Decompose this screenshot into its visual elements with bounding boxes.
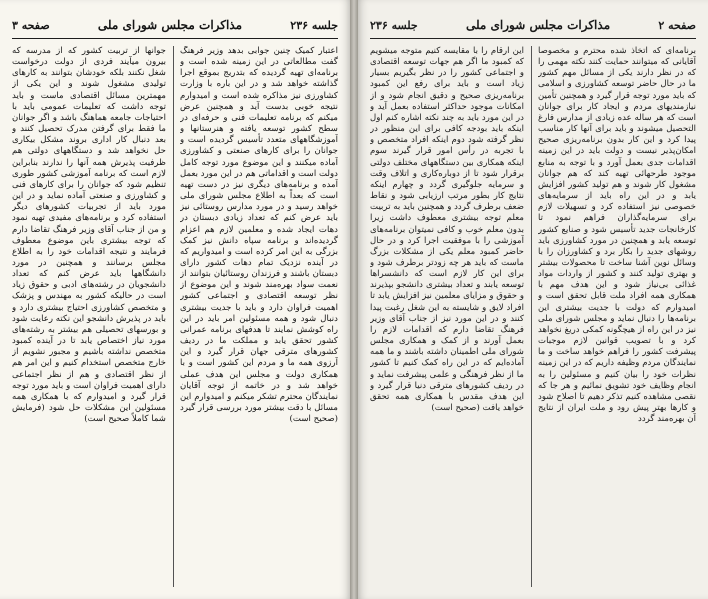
book-gutter	[350, 0, 358, 599]
left-page-column-divider	[173, 46, 174, 587]
left-page-title: مذاکرات مجلس شورای ملی	[97, 18, 243, 32]
left-page-column-right	[180, 46, 338, 589]
left-page-column-left	[12, 46, 166, 589]
right-page-title: مذاکرات مجلس شورای ملی	[465, 18, 611, 32]
right-page-number: صفحه ۲	[658, 18, 696, 32]
right-header-rule	[370, 38, 696, 39]
right-page-session: جلسه ۲۳۶	[370, 18, 418, 32]
right-page-column-right	[538, 46, 696, 589]
left-page-session: جلسه ۲۳۶	[290, 18, 338, 32]
right-page-column-left	[370, 46, 524, 589]
left-page	[0, 0, 350, 599]
left-header-rule	[12, 38, 338, 39]
left-page-column-right-text: اعتبار کمیک چنین جوابی بدهد وزیر فرهنگ گفت مطالعاتی در این زمینه شده است و برنامه‌ای تهیه گردیده که بتدریج بموقع اجرا گذاشته خواهد شد و در این باره با وزارت کشاورزی نیز مذاکره شده است و امیدوارم نتیجه خوبی بدست آید و همچنین عرض میکنم که برنامه تعلیمات فنی و حرفه‌ای در سطح کشور توسعه یافته و هنرستانها و آموزشگاههای متعدد تأسیس گردیده است و جوانان را برای کارهای صنعتی و کشاورزی آماده میکنند و این موضوع مورد توجه کامل دولت است و اقداماتی هم در این مورد بعمل آمده و برنامه‌های دیگری نیز در دست تهیه است که بعداً به اطلاع مجلس شورای ملی خواهد رسید و در مورد مدارس روستائی نیز باید عرض کنم که تعداد زیادی دبستان در دهات ایجاد شده و معلمین لازم هم اعزام گردیده‌اند و برنامه سپاه دانش نیز کمک بزرگی به این امر کرده است و امیدواریم که در آینده نزدیک تمام دهات کشور دارای دبستان باشند و فرزندان روستائیان بتوانند از نعمت سواد بهره‌مند شوند و این موضوع از نظر توسعه اقتصادی و اجتماعی کشور اهمیت فراوان دارد و باید با جدیت بیشتری دنبال شود و همه مسئولین امر باید در این راه کوشش نمایند تا هدفهای برنامه عمرانی کشور تحقق یابد و مملکت ما در ردیف کشورهای مترقی جهان قرار گیرد و این آرزوی همه ما و مردم این کشور است و با همکاری دولت و مجلس این هدف عملی خواهد شد و در خاتمه از توجه آقایان نمایندگان محترم تشکر میکنم و امیدوارم این مسائل با دقت بیشتر مورد بررسی قرار گیرد (صحیح است)	[180, 46, 338, 425]
right-page	[358, 0, 708, 599]
left-page-header	[12, 14, 338, 36]
left-page-number: صفحه ۳	[12, 18, 50, 32]
right-page-column-left-text: این ارقام را با مقایسه کنیم متوجه میشویم که کمبود ما اگر هم جهات توسعه اقتصادی و اجتماعی کشور را در نظر بگیریم بسیار زیاد است و باید برای رفع این کمبود برنامه‌ریزی صحیح و دقیق انجام شود و از امکانات موجود حداکثر استفاده بعمل آید و در این مورد باید به چند نکته اشاره کنم اول اینکه باید بودجه کافی برای این منظور در نظر گرفته شود دوم اینکه افراد متخصص و با تجربه در رأس امور قرار گیرند سوم اینکه همکاری بین دستگاههای مختلف دولتی برقرار شود تا از دوباره‌کاری و اتلاف وقت و سرمایه جلوگیری گردد و چهارم اینکه نتایج کار بطور مرتب ارزیابی شود و نقاط ضعف برطرف گردد و همچنین باید به تربیت معلم توجه بیشتری معطوف داشت زیرا بدون معلم خوب و کافی نمیتوان برنامه‌های آموزشی را با موفقیت اجرا کرد و در حال حاضر کمبود معلم یکی از مشکلات بزرگ ماست که باید هر چه زودتر برطرف شود و برای این کار لازم است که دانشسراها توسعه یابند و تعداد بیشتری دانشجو بپذیرند و حقوق و مزایای معلمین نیز افزایش یابد تا افراد لایق و شایسته به این شغل رغبت پیدا کنند و در این مورد نیز از جناب آقای وزیر فرهنگ تقاضا دارم که اقدامات لازم را بعمل آورند و از کمک و همکاری مجلس شورای ملی اطمینان داشته باشند و ما همه آماده‌ایم که در این راه کمک کنیم تا کشور ما از نظر فرهنگی و علمی پیشرفت نماید و در ردیف کشورهای مترقی دنیا قرار گیرد و این هدف مقدس با همکاری همه تحقق خواهد یافت (صحیح است)	[370, 46, 524, 413]
right-page-column-divider	[531, 46, 532, 587]
right-page-column-right-text: برنامه‌ای که اتخاذ شده محترم و مخصوصاً آقایانی که میتوانند حمایت کنند نکته مهمی را که در نظر دارند یکی از مسائل مهم کشور ما در حال حاضر توسعه کشاورزی و اسلامی که باید مورد توجه قرار گیرد و همچنین تأمین نیازمندیهای مردم و ایجاد کار برای جوانان است که هر ساله عده زیادی از مدارس فارغ التحصیل میشوند و باید برای آنها کار مناسب پیدا کرد و این کار بدون برنامه‌ریزی صحیح امکان‌پذیر نیست و دولت باید در این زمینه اقدامات جدی بعمل آورد و با توجه به منابع موجود طرحهائی تهیه کند که هم جوانان مشغول کار شوند و هم تولید کشور افزایش یابد و در این راه باید از سرمایه‌های خصوصی نیز استفاده کرد و تسهیلات لازم برای سرمایه‌گذاران فراهم نمود تا کارخانجات جدید تأسیس شود و صنایع کشور توسعه یابد و همچنین در مورد کشاورزی باید روشهای جدید را بکار برد و کشاورزان را با وسائل نوین آشنا ساخت تا محصولات بیشتر و بهتری تولید کنند و کشور از واردات مواد غذائی بی‌نیاز شود و این هدف مهم با همکاری همه افراد ملت قابل تحقق است و امیدوارم که دولت با جدیت بیشتری این برنامه‌ها را دنبال نماید و مجلس شورای ملی نیز در این راه از هیچگونه کمکی دریغ نخواهد کرد و با تصویب قوانین لازم موجبات پیشرفت کشور را فراهم خواهد ساخت و ما نمایندگان مردم وظیفه داریم که در این زمینه نظرات خود را بیان کنیم و مسئولین را به انجام وظایف خود تشویق نمائیم و هر جا که نقصی مشاهده کنیم تذکر دهیم تا اصلاح شود و کارها بهتر پیش رود و ملت ایران از نتایج آن بهره‌مند گردد	[538, 46, 696, 425]
left-page-column-left-text: جوانها از تربیت کشور که از مدرسه که بیرون میآیند فردی از دولت درخواست شغل نکنند بلکه خودشان بتوانند به کارهای تولیدی مشغول شوند و این یکی از مهمترین مسائل اقتصادی ماست و باید توجه داشت که تعلیمات عمومی باید با احتیاجات جامعه هماهنگ باشد و اگر جوانان ما فقط برای گرفتن مدرک تحصیل کنند و بعد دنبال کار اداری بروند مشکل بیکاری حل نخواهد شد و دستگاههای دولتی هم ظرفیت پذیرش همه آنها را ندارند بنابراین لازم است که برنامه آموزشی کشور طوری تنظیم شود که جوانان را برای کارهای فنی و کشاورزی و صنعتی آماده نماید و در این مورد باید از تجربیات کشورهای دیگر استفاده کرد و برنامه‌های مفیدی تهیه نمود و من از جناب آقای وزیر فرهنگ تقاضا دارم که توجه بیشتری باین موضوع معطوف فرمایند و نتیجه اقدامات خود را به اطلاع مجلس برسانند و همچنین در مورد دانشگاهها باید عرض کنم که تعداد دانشجویان در رشته‌های ادبی و حقوق زیاد است در حالیکه کشور به مهندس و پزشک و متخصص کشاورزی احتیاج بیشتری دارد و باید در پذیرش دانشجو این نکته رعایت شود و بورسهای تحصیلی هم بیشتر به رشته‌های مورد نیاز اختصاص یابد تا در آینده کمبود متخصص نداشته باشیم و مجبور نشویم از خارج متخصص استخدام کنیم و این امر هم از نظر اقتصادی و هم از نظر اجتماعی دارای اهمیت فراوان است و باید مورد توجه قرار گیرد و امیدوارم که با همکاری همه مسئولین این مشکلات حل شود (فرمایش شما کاملاً صحیح است)	[12, 46, 166, 425]
right-page-header	[370, 14, 696, 36]
